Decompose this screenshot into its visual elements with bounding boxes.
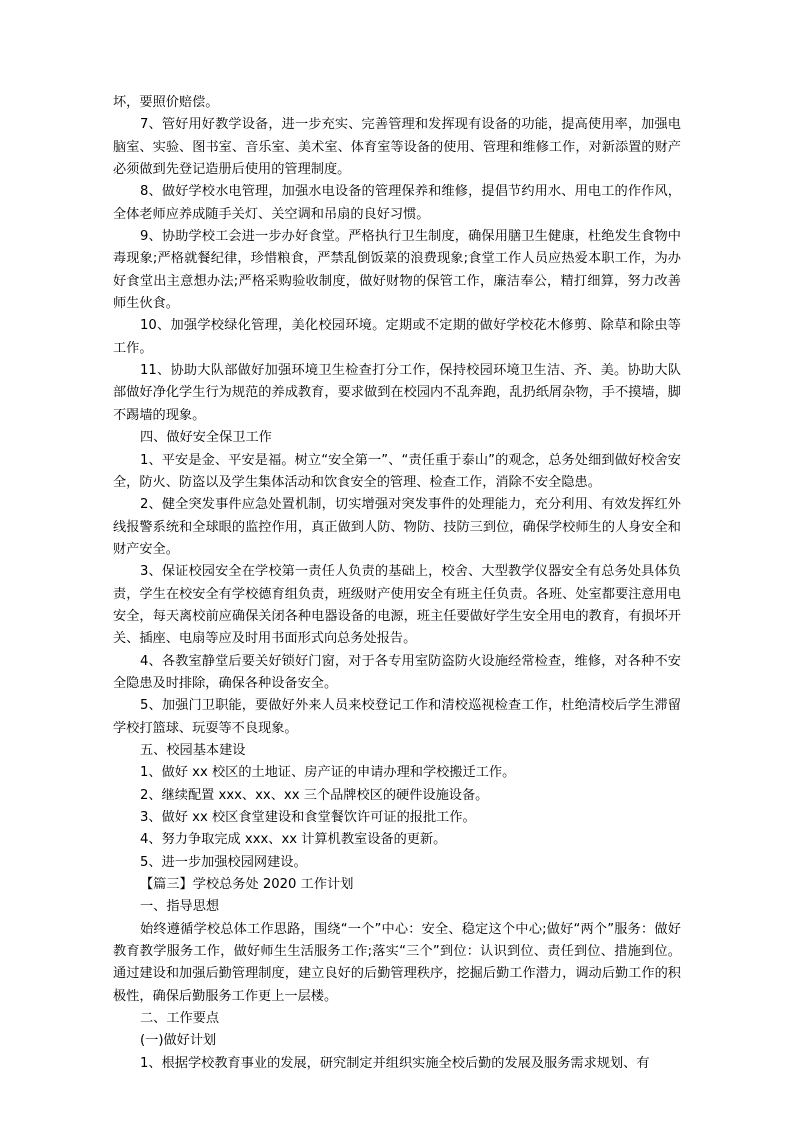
paragraph: 4、各教室静堂后要关好锁好门窗，对于各专用室防盗防火设施经常检查，维修，对各种不安全隐患及时排除，确保各种设备安全。: [113, 653, 681, 691]
paragraph: 坏，要照价赔偿。: [113, 95, 219, 110]
paragraph: 11、协助大队部做好加强环境卫生检查打分工作，保持校园环境卫生洁、齐、美。协助大队部做好净化学生行为规范的养成教育，要求做到在校园内不乱奔跑，乱扔纸屑杂物，手不摸墙，脚不踢墙的现象。: [113, 363, 681, 423]
paragraph: 1、根据学校教育事业的发展，研究制定并组织实施全校后勤的发展及服务需求规划、有: [140, 1055, 650, 1071]
paragraph: 2、继续配置 xxx、xx、xx 三个品牌校区的硬件设施设备。: [140, 787, 489, 803]
document-body: [113, 92, 681, 1075]
paragraph: 5、加强门卫职能，要做好外来人员来校登记工作和清校巡视检查工作，杜绝清校后学生滞留学校打篮球、玩耍等不良现象。: [113, 698, 681, 736]
paragraph: 5、进一步加强校园网建设。: [140, 854, 307, 870]
paragraph: 4、努力争取完成 xxx、xx 计算机教室设备的更新。: [140, 832, 447, 848]
paragraph: 3、做好 xx 校区食堂建设和食堂餐饮许可证的报批工作。: [140, 810, 476, 825]
paragraph: 【篇三】学校总务处 2020 工作计划: [140, 877, 354, 893]
paragraph: 8、做好学校水电管理，加强水电设备的管理保养和维修，提倡节约用水、用电工的作作风，全体老师应养成随手关灯、关空调和吊扇的良好习惯。: [113, 184, 681, 222]
paragraph: 一、指导思想: [140, 899, 220, 915]
paragraph: 10、加强学校绿化管理，美化校园环境。定期或不定期的做好学校花木修剪、除草和除虫等工作。: [113, 318, 681, 356]
paragraph: 五、校园基本建设: [140, 742, 246, 758]
paragraph: 1、平安是金、平安是福。树立“安全第一”、“责任重于泰山”的观念，总务处细到做好校舍安全，防火、防盗以及学生集体活动和饮食安全的管理、检查工作，消除不安全隐患。: [113, 452, 681, 490]
paragraph: 二、工作要点: [140, 1011, 220, 1027]
paragraph: (一)做好计划: [140, 1033, 217, 1049]
paragraph: 始终遵循学校总体工作思路，围绕“一个”中心：安全、稳定这个中心;做好“两个”服务：做好教育教学服务工作，做好师生生活服务工作;落实“三个”到位：认识到位、责任到位、措施到位。通过建设和加强后勤管理制度，建立良好的后勤管理秩序，挖掘后勤工作潜力，调动后勤工作的积极性，确保后勤服务工作更上一层楼。: [113, 921, 681, 1004]
paragraph: 7、管好用好教学设备，进一步充实、完善管理和发挥现有设备的功能，提高使用率，加强电脑室、实验、图书室、音乐室、美术室、体育室等设备的使用、管理和维修工作，对新添置的财产必须做到先登记造册后使用的管理制度。: [113, 117, 681, 178]
paragraph: 2、健全突发事件应急处置机制，切实增强对突发事件的处理能力，充分利用、有效发挥红外线报警系统和全球眼的监控作用，真正做到人防、物防、技防三到位，确保学校师生的人身安全和财产安全。: [113, 497, 681, 557]
paragraph: 1、做好 xx 校区的土地证、房产证的申请办理和学校搬迁工作。: [140, 765, 516, 781]
paragraph: 3、保证校园安全在学校第一责任人负责的基础上，校舍、大型教学仪器安全有总务处具体负责，学生在校安全有学校德育组负责，班级财产使用安全有班主任负责。各班、处室都要注意用电安全，每天离校前应确保关闭各种电器设备的电源，班主任要做好学生安全用电的教育，有损坏开关、插座、电扇等应及时用书面形式向总务处报告。: [113, 564, 681, 647]
paragraph: 9、协助学校工会进一步办好食堂。严格执行卫生制度，确保用膳卫生健康，杜绝发生食物中毒现象;严格就餐纪律，珍惜粮食，严禁乱倒饭菜的浪费现象;食堂工作人员应热爱本职工作，为办好食堂出主意想办法;严格采购验收制度，做好财物的保管工作，廉洁奉公，精打细算，努力改善师生伙食。: [113, 229, 681, 312]
paragraph: 四、做好安全保卫工作: [140, 430, 272, 446]
